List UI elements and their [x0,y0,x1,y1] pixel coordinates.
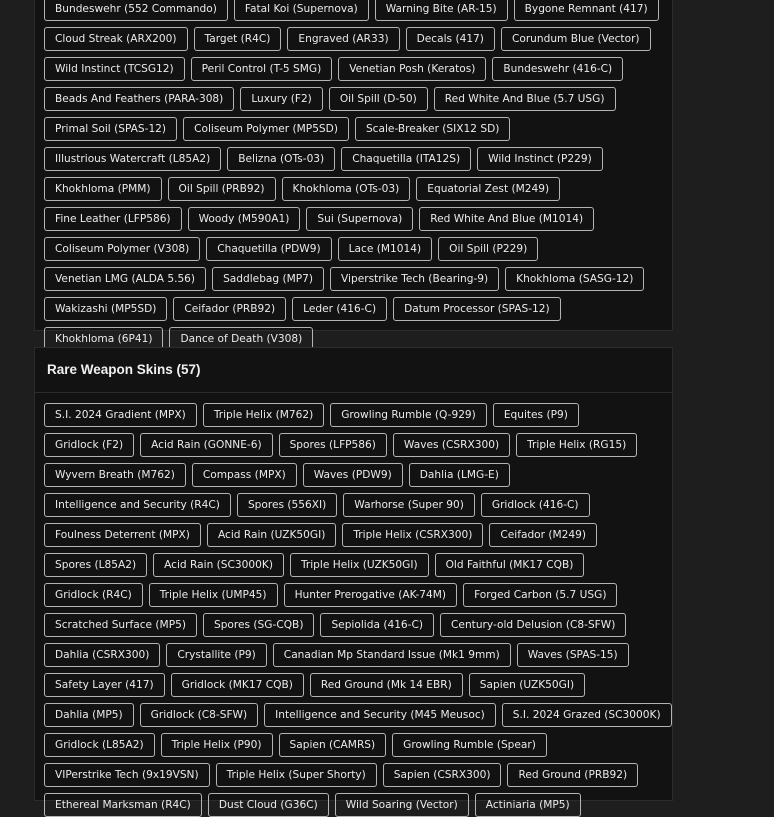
skin-chip[interactable]: Acid Rain (UZK50GI) [207,523,336,547]
skin-chip[interactable]: Wyvern Breath (M762) [44,463,186,487]
skin-chip[interactable]: Acid Rain (GONNE-6) [140,433,272,457]
skin-chip[interactable]: Waves (SPAS-15) [517,643,629,667]
skin-chip[interactable]: Wild Instinct (P229) [477,147,603,171]
skin-chip[interactable]: Coliseum Polymer (MP5SD) [183,117,349,141]
skin-chip[interactable]: Red White And Blue (5.7 USG) [434,87,616,111]
skin-chip[interactable]: Ethereal Marksman (R4C) [44,793,202,817]
skin-chip[interactable]: Foulness Deterrent (MPX) [44,523,201,547]
skin-chip[interactable]: Red White And Blue (M1014) [419,207,594,231]
skin-chip[interactable]: Growling Rumble (Q-929) [330,403,487,427]
skin-chip[interactable]: Crystallite (P9) [166,643,266,667]
skin-chip[interactable]: Gridlock (C8-SFW) [140,703,259,727]
skin-chip[interactable]: Triple Helix (UZK50GI) [290,553,429,577]
skin-chip[interactable]: Dance of Death (V308) [169,327,313,351]
skin-chip[interactable]: Corundum Blue (Vector) [501,27,651,51]
skin-chip[interactable]: Bundeswehr (416-C) [492,57,623,81]
skin-chip[interactable]: Fatal Koi (Supernova) [234,0,369,21]
skin-chip[interactable]: Actiniaria (MP5) [475,793,581,817]
skin-chip[interactable]: Primal Soil (SPAS-12) [44,117,177,141]
skin-chip[interactable]: Ceifador (PRB92) [173,297,286,321]
skin-chip[interactable]: Red Ground (Mk 14 EBR) [310,673,463,697]
skin-chip[interactable]: Sapien (CSRX300) [383,763,502,787]
skin-chip[interactable]: Fine Leather (LFP586) [44,207,182,231]
skin-chip[interactable]: Compass (MPX) [192,463,297,487]
skin-chip[interactable]: Khokhloma (PMM) [44,177,162,201]
skin-chip[interactable]: Wakizashi (MP5SD) [44,297,167,321]
skin-chip[interactable]: Scale-Breaker (SIX12 SD) [355,117,510,141]
skin-chip[interactable]: Gridlock (F2) [44,433,134,457]
skin-chip[interactable]: Warhorse (Super 90) [343,493,475,517]
skin-chip[interactable]: Triple Helix (P90) [161,733,273,757]
skin-chip[interactable]: Oil Spill (D-50) [329,87,428,111]
skin-chip[interactable]: Venetian LMG (ALDA 5.56) [44,267,206,291]
skin-chip[interactable]: Gridlock (L85A2) [44,733,155,757]
skin-chip[interactable]: Triple Helix (M762) [203,403,324,427]
skin-chip[interactable]: Triple Helix (Super Shorty) [216,763,377,787]
skin-chip[interactable]: Warning Bite (AR-15) [375,0,508,21]
skin-chip[interactable]: Spores (L85A2) [44,553,147,577]
skin-chip[interactable]: S.I. 2024 Gradient (MPX) [44,403,197,427]
skin-chip-list [35,393,672,817]
skin-chip[interactable]: Belizna (OTs-03) [227,147,335,171]
skin-chip[interactable]: Sapien (CAMRS) [279,733,387,757]
skin-chip[interactable]: Gridlock (MK17 CQB) [171,673,304,697]
skin-chip[interactable]: Chaquetilla (ITA12S) [341,147,471,171]
skin-chip[interactable]: Chaquetilla (PDW9) [206,237,331,261]
skin-chip[interactable]: Growling Rumble (Spear) [392,733,547,757]
skin-chip[interactable]: Equites (P9) [493,403,579,427]
section-title: Rare Weapon Skins (57) [35,348,672,393]
skin-chip[interactable]: Dahlia (CSRX300) [44,643,160,667]
skin-chip[interactable]: Waves (PDW9) [303,463,403,487]
skin-chip[interactable]: Peril Control (T-5 SMG) [191,57,333,81]
skin-chip[interactable]: Beads And Feathers (PARA-308) [44,87,234,111]
skin-chip[interactable]: Spores (LFP586) [279,433,387,457]
skin-chip[interactable]: Dahlia (MP5) [44,703,134,727]
skin-chip[interactable]: Dust Cloud (G36C) [208,793,329,817]
skin-chip[interactable]: Acid Rain (SC3000K) [153,553,284,577]
skin-chip[interactable]: Saddlebag (MP7) [212,267,324,291]
skin-chip[interactable]: Equatorial Zest (M249) [416,177,560,201]
skin-chip[interactable]: Venetian Posh (Keratos) [338,57,486,81]
skin-chip[interactable]: Intelligence and Security (M45 Meusoc) [264,703,496,727]
skin-chip[interactable]: Coliseum Polymer (V308) [44,237,200,261]
skin-chip[interactable]: Triple Helix (CSRX300) [342,523,483,547]
skin-chip[interactable]: Safety Layer (417) [44,673,165,697]
skin-chip[interactable]: Gridlock (R4C) [44,583,143,607]
skin-chip[interactable]: Wild Soaring (Vector) [335,793,469,817]
skin-chip[interactable]: Bygone Remnant (417) [514,0,659,21]
skin-chip[interactable]: Century-old Delusion (C8-SFW) [440,613,626,637]
skin-chip[interactable]: Decals (417) [406,27,495,51]
skin-chip[interactable]: Spores (556XI) [237,493,337,517]
skin-chip[interactable]: VIPerstrike Tech (9x19VSN) [44,763,210,787]
skin-chip[interactable]: Ceifador (M249) [489,523,597,547]
skin-chip[interactable]: Bundeswehr (552 Commando) [44,0,228,21]
skin-chip[interactable]: Viperstrike Tech (Bearing-9) [330,267,499,291]
skin-chip[interactable]: Illustrious Watercraft (L85A2) [44,147,221,171]
skin-chip[interactable]: Sui (Supernova) [306,207,413,231]
skin-chip[interactable]: S.I. 2024 Grazed (SC3000K) [502,703,672,727]
skin-chip[interactable]: Khokhloma (SASG-12) [505,267,644,291]
skin-chip[interactable]: Oil Spill (PRB92) [168,177,276,201]
skin-chip[interactable]: Forged Carbon (5.7 USG) [463,583,617,607]
weapon-skins-panel-top [34,0,673,345]
skin-chip[interactable]: Canadian Mp Standard Issue (Mk1 9mm) [273,643,511,667]
skin-chip[interactable]: Sepiolida (416-C) [320,613,434,637]
skin-chip[interactable]: Red Ground (PRB92) [507,763,638,787]
skin-chip[interactable]: Lace (M1014) [338,237,432,261]
skin-chip[interactable]: Leder (416-C) [292,297,387,321]
skin-chip[interactable]: Datum Processor (SPAS-12) [393,297,561,321]
skin-chip[interactable]: Triple Helix (RG15) [516,433,637,457]
skin-chip[interactable]: Intelligence and Security (R4C) [44,493,231,517]
skin-chip[interactable]: Engraved (AR33) [287,27,399,51]
skin-chip[interactable]: Cloud Streak (ARX200) [44,27,188,51]
rare-weapon-skins-panel [34,347,673,811]
skin-chip[interactable]: Waves (CSRX300) [393,433,510,457]
skin-chip[interactable]: Sapien (UZK50GI) [469,673,585,697]
skin-chip[interactable]: Wild Instinct (TCSG12) [44,57,185,81]
skin-chip[interactable]: Spores (SG-CQB) [203,613,314,637]
skin-chip[interactable]: Old Faithful (MK17 CQB) [435,553,585,577]
skin-chip[interactable]: Scratched Surface (MP5) [44,613,197,637]
skin-chip-list [35,0,672,351]
skin-chip[interactable]: Khokhloma (OTs-03) [282,177,411,201]
skin-chip[interactable]: Khokhloma (6P41) [44,327,163,351]
skin-chip[interactable]: Dahlia (LMG-E) [409,463,510,487]
skin-chip[interactable]: Woody (M590A1) [188,207,301,231]
skin-chip[interactable]: Oil Spill (P229) [438,237,538,261]
skin-chip[interactable]: Hunter Prerogative (AK-74M) [284,583,458,607]
skin-chip[interactable]: Gridlock (416-C) [481,493,590,517]
skin-chip[interactable]: Triple Helix (UMP45) [149,583,278,607]
skin-chip[interactable]: Luxury (F2) [240,87,323,111]
skin-chip[interactable]: Target (R4C) [194,27,282,51]
